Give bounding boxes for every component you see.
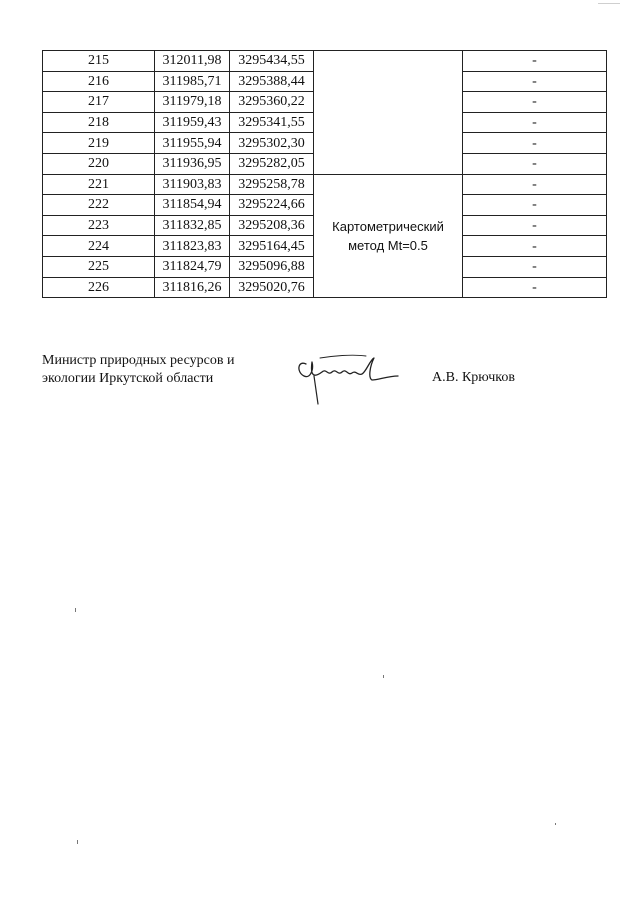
accuracy-value: - [463, 256, 607, 277]
point-number: 226 [43, 277, 155, 298]
table-row [43, 51, 607, 72]
accuracy-value: - [463, 112, 607, 133]
y-coordinate: 3295388,44 [230, 71, 314, 92]
y-coordinate: 3295360,22 [230, 92, 314, 113]
x-coordinate: 311985,71 [155, 71, 230, 92]
scan-speck [383, 675, 384, 678]
point-number: 215 [43, 51, 155, 72]
table-row [43, 174, 607, 195]
y-coordinate: 3295302,30 [230, 133, 314, 154]
accuracy-value: - [463, 174, 607, 195]
point-number: 223 [43, 215, 155, 236]
accuracy-value: - [463, 51, 607, 72]
point-number: 216 [43, 71, 155, 92]
accuracy-value: - [463, 153, 607, 174]
x-coordinate: 311903,83 [155, 174, 230, 195]
method-cell [314, 174, 463, 298]
method-line-1: Картометрический [332, 218, 444, 234]
signatory-title-line-2: экологии Иркутской области [42, 371, 214, 386]
point-number: 220 [43, 153, 155, 174]
x-coordinate: 311955,94 [155, 133, 230, 154]
scan-edge-mark [598, 3, 620, 4]
x-coordinate: 311816,26 [155, 277, 230, 298]
point-number: 217 [43, 92, 155, 113]
x-coordinate: 311824,79 [155, 256, 230, 277]
y-coordinate: 3295164,45 [230, 236, 314, 257]
accuracy-value: - [463, 195, 607, 216]
handwritten-signature [292, 346, 402, 412]
y-coordinate: 3295341,55 [230, 112, 314, 133]
x-coordinate: 311936,95 [155, 153, 230, 174]
point-number: 225 [43, 256, 155, 277]
coordinates-table-body [43, 51, 607, 298]
y-coordinate: 3295434,55 [230, 51, 314, 72]
x-coordinate: 311823,83 [155, 236, 230, 257]
y-coordinate: 3295282,05 [230, 153, 314, 174]
x-coordinate: 312011,98 [155, 51, 230, 72]
accuracy-value: - [463, 133, 607, 154]
scan-speck [77, 840, 78, 844]
y-coordinate: 3295224,66 [230, 195, 314, 216]
y-coordinate: 3295208,36 [230, 215, 314, 236]
scan-speck [75, 608, 76, 612]
point-number: 218 [43, 112, 155, 133]
point-number: 222 [43, 195, 155, 216]
x-coordinate: 311854,94 [155, 195, 230, 216]
scan-speck [555, 823, 556, 825]
accuracy-value: - [463, 215, 607, 236]
signatory-title [42, 352, 234, 388]
signatory-name: А.В. Крючков [432, 370, 515, 385]
y-coordinate: 3295020,76 [230, 277, 314, 298]
method-line-2: метод Mt=0.5 [348, 237, 428, 253]
x-coordinate: 311979,18 [155, 92, 230, 113]
accuracy-value: - [463, 92, 607, 113]
accuracy-value: - [463, 236, 607, 257]
method-cell-empty [314, 51, 463, 175]
point-number: 221 [43, 174, 155, 195]
signatory-title-line-1: Министр природных ресурсов и [42, 353, 235, 368]
y-coordinate: 3295096,88 [230, 256, 314, 277]
point-number: 224 [43, 236, 155, 257]
x-coordinate: 311832,85 [155, 215, 230, 236]
accuracy-value: - [463, 71, 607, 92]
coordinates-table [42, 50, 607, 298]
point-number: 219 [43, 133, 155, 154]
accuracy-value: - [463, 277, 607, 298]
x-coordinate: 311959,43 [155, 112, 230, 133]
y-coordinate: 3295258,78 [230, 174, 314, 195]
